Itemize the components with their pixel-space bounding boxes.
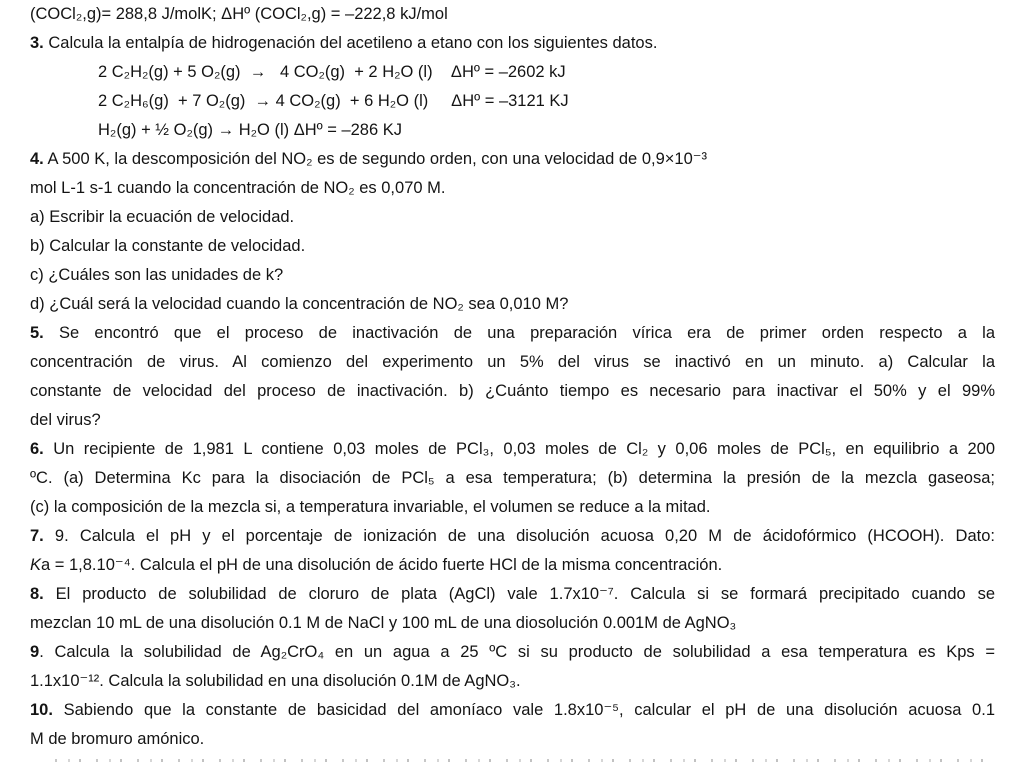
text-line-11 xyxy=(30,290,995,319)
text-segment: H₂(g) + ½ O₂(g) → H₂O (l) ΔHº = –286 KJ xyxy=(98,121,403,139)
text-segment: 3. xyxy=(30,34,44,52)
text-segment: 10. xyxy=(30,701,53,719)
text-segment: a = 1,8.10⁻⁴. Calcula el pH de una disolución de ácido fuerte HCl de la misma concentración. xyxy=(41,556,723,574)
text-line-9 xyxy=(30,232,995,261)
text-segment: 2 C₂H₂(g) + 5 O₂(g) → 4 CO₂(g) + 2 H₂O (l) ΔHº = –2602 kJ xyxy=(98,63,566,81)
text-line-18 xyxy=(30,493,995,522)
text-segment: Calcula la entalpía de hidrogenación del acetileno a etano con los siguientes datos. xyxy=(43,34,658,52)
text-segment: 6. xyxy=(30,440,44,458)
text-segment: 4. xyxy=(30,150,44,168)
text-segment: El producto de solubilidad de cloruro de plata (AgCl) vale 1.7x10⁻⁷. Calcula si se formará precipitado cuando se xyxy=(43,585,995,603)
text-line-22 xyxy=(30,609,995,638)
text-segment: 9 xyxy=(30,643,40,661)
text-line-17 xyxy=(30,464,995,493)
text-segment: mezclan 10 mL de una disolución 0.1 M de NaCl y 100 mL de una diosolución 0.001M de AgNO₃ xyxy=(30,614,737,632)
text-segment: K xyxy=(30,556,42,574)
text-line-19 xyxy=(30,522,995,551)
text-segment: mol L-1 s-1 cuando la concentración de NO₂ es 0,070 M. xyxy=(30,179,446,197)
text-line-7 xyxy=(30,174,995,203)
text-line-26 xyxy=(30,725,995,754)
text-line-15 xyxy=(30,406,995,435)
text-line-10 xyxy=(30,261,995,290)
text-segment: ºC. (a) Determina Kc para la disociación de PCl₅ a esa temperatura; (b) determina la presión de la mezcla gaseosa; xyxy=(30,469,995,487)
text-segment: 8. xyxy=(30,585,44,603)
text-line-6 xyxy=(30,145,995,174)
text-line-5 xyxy=(30,116,995,145)
text-segment: d) ¿Cuál será la velocidad cuando la concentración de NO₂ sea 0,010 M? xyxy=(30,295,569,313)
text-segment: del virus? xyxy=(30,411,101,429)
text-line-8 xyxy=(30,203,995,232)
text-segment: M de bromuro amónico. xyxy=(30,730,205,748)
text-segment: concentración de virus. Al comienzo del experimento un 5% del virus se inactivó en un minuto. a) Calcular la xyxy=(30,353,995,371)
clipped-text-line xyxy=(55,759,997,762)
document-lines xyxy=(30,0,995,754)
text-segment: Se encontró que el proceso de inactivación de una preparación vírica era de primer orden respecto a la xyxy=(43,324,995,342)
text-line-4 xyxy=(30,87,995,116)
text-segment: 7. xyxy=(30,527,44,545)
text-line-25 xyxy=(30,696,995,725)
text-line-24 xyxy=(30,667,995,696)
text-segment: A 500 K, la descomposición del NO₂ es de segundo orden, con una velocidad de 0,9×10⁻³ xyxy=(43,150,707,168)
text-line-21 xyxy=(30,580,995,609)
text-segment: (COCl₂,g)= 288,8 J/molK; ΔHº (COCl₂,g) = –222,8 kJ/mol xyxy=(30,5,448,23)
problem-sheet-page xyxy=(30,0,995,754)
text-segment: 5. xyxy=(30,324,44,342)
text-line-3 xyxy=(30,58,995,87)
text-segment: 2 C₂H₆(g) + 7 O₂(g) → 4 CO₂(g) + 6 H₂O (l) ΔHº = –3121 KJ xyxy=(98,92,569,110)
text-segment: Un recipiente de 1,981 L contiene 0,03 moles de PCl₃, 0,03 moles de Cl₂ y 0,06 moles de PCl₅, en equilibrio a 200 xyxy=(43,440,995,458)
text-line-16 xyxy=(30,435,995,464)
text-segment: constante de velocidad del proceso de inactivación. b) ¿Cuánto tiempo es necesario para inactivar el 50% y el 99% xyxy=(30,382,995,400)
text-segment: c) ¿Cuáles son las unidades de k? xyxy=(30,266,284,284)
text-segment: a) Escribir la ecuación de velocidad. xyxy=(30,208,295,226)
text-segment: 9. Calcula el pH y el porcentaje de ionización de una disolución acuosa 0,20 M de ácidofórmico (HCOOH). Dato: xyxy=(43,527,995,545)
text-segment: Sabiendo que la constante de basicidad del amoníaco vale 1.8x10⁻⁵, calcular el pH de una disolución acuosa 0.1 xyxy=(52,701,995,719)
text-line-20 xyxy=(30,551,995,580)
text-line-12 xyxy=(30,319,995,348)
text-segment: 1.1x10⁻¹². Calcula la solubilidad en una disolución 0.1M de AgNO₃. xyxy=(30,672,521,690)
text-line-13 xyxy=(30,348,995,377)
text-line-23 xyxy=(30,638,995,667)
text-segment: b) Calcular la constante de velocidad. xyxy=(30,237,306,255)
text-line-14 xyxy=(30,377,995,406)
text-segment: . Calcula la solubilidad de Ag₂CrO₄ en un agua a 25 ºC si su producto de solubilidad a esa temperatura es Kps = xyxy=(39,643,995,661)
text-line-2 xyxy=(30,29,995,58)
text-segment: (c) la composición de la mezcla si, a temperatura invariable, el volumen se reduce a la mitad. xyxy=(30,498,711,516)
text-line-1 xyxy=(30,0,995,29)
